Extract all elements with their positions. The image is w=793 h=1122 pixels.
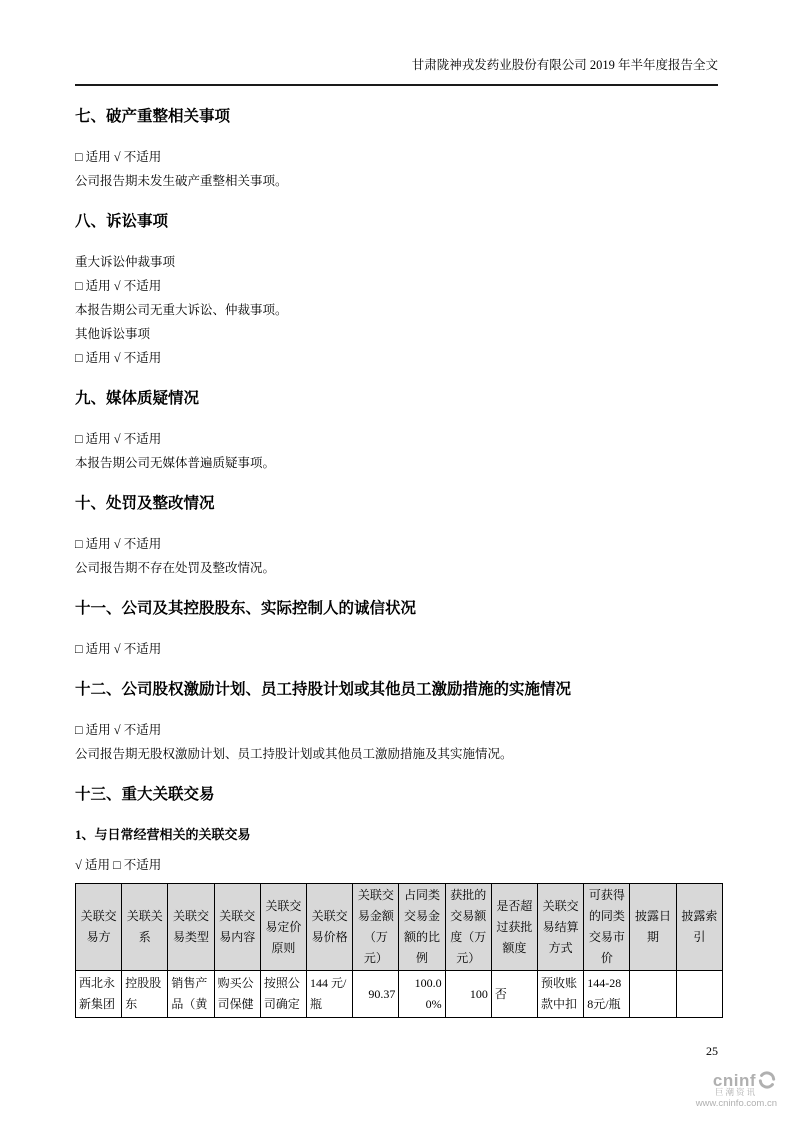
applicability-line-8b: □ 适用 √ 不适用 <box>75 351 162 365</box>
col-header-exceed-quota: 是否超过获批额度 <box>491 884 537 971</box>
subline-8-other: 其他诉讼事项 <box>75 327 151 341</box>
section-heading-8: 八、诉讼事项 <box>75 213 169 230</box>
cell-exceed-quota: 否 <box>491 971 537 1018</box>
paragraph-8: 本报告期公司无重大诉讼、仲裁事项。 <box>75 303 288 317</box>
cell-content: 购买公司保健 <box>214 971 260 1018</box>
cell-disclosure-date <box>630 971 676 1018</box>
cell-settlement: 预收账款中扣 <box>538 971 584 1018</box>
cell-amount: 90.37 <box>353 971 399 1018</box>
col-header-relationship: 关联关系 <box>122 884 168 971</box>
applicability-line-7: □ 适用 √ 不适用 <box>75 150 162 164</box>
section-heading-9: 九、媒体质疑情况 <box>75 390 200 407</box>
cell-approved-quota: 100 <box>445 971 491 1018</box>
section-heading-12: 十二、公司股权激励计划、员工持股计划或其他员工激励措施的实施情况 <box>75 681 572 698</box>
cell-pricing-principle: 按照公司确定 <box>260 971 306 1018</box>
applicability-line-8a: □ 适用 √ 不适用 <box>75 279 162 293</box>
subline-8-major: 重大诉讼仲裁事项 <box>75 255 176 269</box>
doc-header <box>75 0 718 73</box>
section-heading-10: 十、处罚及整改情况 <box>75 495 215 512</box>
table-header-row <box>76 884 723 971</box>
paragraph-7: 公司报告期未发生破产重整相关事项。 <box>75 174 288 188</box>
cell-type: 销售产品（黄 <box>168 971 214 1018</box>
col-header-pricing-principle: 关联交易定价原则 <box>260 884 306 971</box>
cninfo-brand-text: cninf <box>712 1070 756 1090</box>
cell-party: 西北永新集团 <box>76 971 122 1018</box>
header-rule <box>75 84 718 86</box>
cninfo-logo <box>696 1070 777 1110</box>
cell-relationship: 控股股东 <box>122 971 168 1018</box>
col-header-ratio: 占同类交易金额的比例 <box>399 884 445 971</box>
applicability-line-11: □ 适用 √ 不适用 <box>75 642 162 656</box>
cninfo-url: www.cninfo.com.cn <box>695 1098 777 1109</box>
cell-disclosure-index <box>676 971 722 1018</box>
col-header-disclosure-date: 披露日期 <box>630 884 676 971</box>
section-heading-7: 七、破产重整相关事项 <box>75 108 231 125</box>
col-header-content: 关联交易内容 <box>214 884 260 971</box>
cninfo-cn-name: 巨潮资讯 <box>714 1087 757 1097</box>
related-transactions-table <box>75 883 723 1018</box>
applicability-line-9: □ 适用 √ 不适用 <box>75 432 162 446</box>
doc-header-title: 甘肃陇神戎发药业股份有限公司 2019 年半年度报告全文 <box>411 58 718 72</box>
col-header-disclosure-index: 披露索引 <box>676 884 722 971</box>
applicability-line-12: □ 适用 √ 不适用 <box>75 723 162 737</box>
subsection-heading-13-1: 1、与日常经营相关的关联交易 <box>75 827 251 842</box>
col-header-type: 关联交易类型 <box>168 884 214 971</box>
cell-price: 144 元/瓶 <box>307 971 353 1018</box>
paragraph-9: 本报告期公司无媒体普遍质疑事项。 <box>75 456 276 470</box>
col-header-approved-quota: 获批的交易额度（万元） <box>445 884 491 971</box>
applicability-line-13: √ 适用 □ 不适用 <box>75 858 162 872</box>
cell-market-price: 144-288元/瓶 <box>584 971 630 1018</box>
cell-ratio: 100.00% <box>399 971 445 1018</box>
page-number: 25 <box>706 1044 718 1058</box>
col-header-amount: 关联交易金额（万元） <box>353 884 399 971</box>
col-header-market-price: 可获得的同类交易市价 <box>584 884 630 971</box>
paragraph-10: 公司报告期不存在处罚及整改情况。 <box>75 561 276 575</box>
col-header-party: 关联交易方 <box>76 884 122 971</box>
table-row <box>76 971 723 1018</box>
paragraph-12: 公司报告期无股权激励计划、员工持股计划或其他员工激励措施及其实施情况。 <box>75 747 513 761</box>
applicability-line-10: □ 适用 √ 不适用 <box>75 537 162 551</box>
cninfo-swirl-icon <box>757 1070 777 1090</box>
section-heading-13: 十三、重大关联交易 <box>75 786 215 803</box>
col-header-price: 关联交易价格 <box>307 884 353 971</box>
col-header-settlement: 关联交易结算方式 <box>538 884 584 971</box>
section-heading-11: 十一、公司及其控股股东、实际控制人的诚信状况 <box>75 600 417 617</box>
